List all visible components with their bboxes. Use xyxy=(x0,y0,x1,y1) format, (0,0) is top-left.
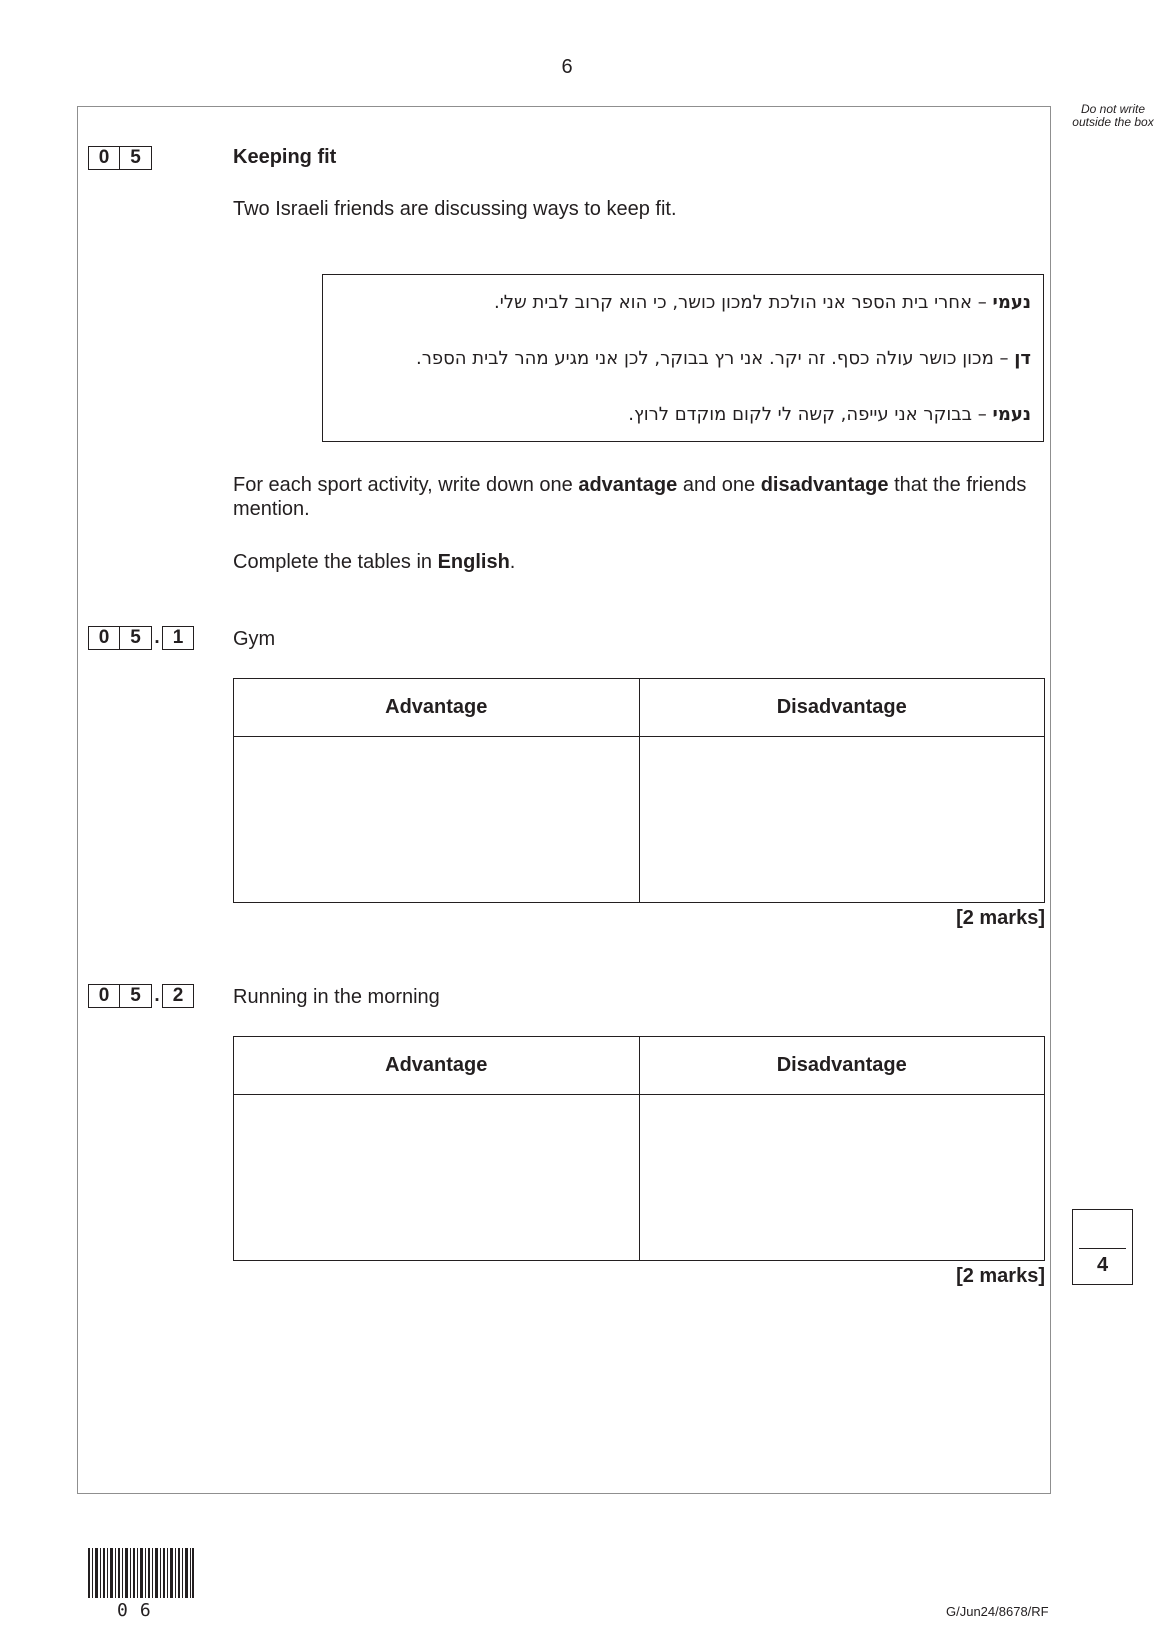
question-digit: 5 xyxy=(120,984,152,1008)
question-digit: 5 xyxy=(120,146,152,170)
subquestion-label: Gym xyxy=(233,628,276,650)
column-header-advantage: Advantage xyxy=(234,679,640,737)
instruction-text: For each sport activity, write down one advantage and one disadvantage that the friends mention. xyxy=(233,474,1027,520)
dialogue-text: – בבוקר אני עייפה, קשה לי לקום מוקדם לרוץ. xyxy=(628,404,993,425)
number-separator: . xyxy=(154,985,160,1006)
number-separator: . xyxy=(154,627,160,648)
page-number: 6 xyxy=(561,56,573,78)
barcode-icon xyxy=(88,1548,194,1598)
question-digit: 5 xyxy=(120,626,152,650)
reference-code: G/Jun24/8678/RF xyxy=(946,1604,1049,1619)
speaker-name: נעמי xyxy=(992,292,1031,313)
answer-table-gym xyxy=(233,678,1045,903)
marks-label: [2 marks] xyxy=(956,907,1045,929)
speaker-name: נעמי xyxy=(992,404,1031,425)
question-digit: 0 xyxy=(88,984,120,1008)
dialogue-line xyxy=(339,347,1031,403)
question-digit: 0 xyxy=(88,146,120,170)
dialogue-text: – אחרי בית הספר אני הולכת למכון כושר, כי הוא קרוב לבית שלי. xyxy=(494,292,993,313)
margin-note: Do not write outside the box xyxy=(1072,102,1154,129)
dialogue-line xyxy=(339,403,1031,459)
advantage-answer-cell[interactable] xyxy=(234,737,640,903)
subquestion-number xyxy=(88,984,194,1008)
column-header-disadvantage: Disadvantage xyxy=(639,1037,1045,1095)
question-title: Keeping fit xyxy=(233,146,337,168)
score-line xyxy=(1079,1248,1126,1249)
answer-table-running xyxy=(233,1036,1045,1261)
column-header-advantage: Advantage xyxy=(234,1037,640,1095)
question-number xyxy=(88,146,152,170)
score-box xyxy=(1072,1209,1133,1285)
language-instruction: Complete the tables in English. xyxy=(233,551,516,573)
score-total: 4 xyxy=(1096,1254,1109,1276)
dialogue-box xyxy=(322,274,1044,442)
subquestion-label: Running in the morning xyxy=(233,986,440,1008)
question-intro: Two Israeli friends are discussing ways to keep fit. xyxy=(233,198,677,220)
advantage-answer-cell[interactable] xyxy=(234,1095,640,1261)
speaker-name: דן xyxy=(1014,348,1031,369)
dialogue-line xyxy=(339,291,1031,347)
disadvantage-answer-cell[interactable] xyxy=(639,737,1045,903)
question-digit: 2 xyxy=(162,984,194,1008)
question-digit: 1 xyxy=(162,626,194,650)
disadvantage-answer-cell[interactable] xyxy=(639,1095,1045,1261)
marks-label: [2 marks] xyxy=(956,1265,1045,1287)
question-digit: 0 xyxy=(88,626,120,650)
subquestion-number xyxy=(88,626,194,650)
dialogue-text: – מכון כושר עולה כסף. זה יקר. אני רץ בבוקר, לכן אני מגיע מהר לבית הספר. xyxy=(415,348,1015,369)
column-header-disadvantage: Disadvantage xyxy=(639,679,1045,737)
barcode-number: 06 xyxy=(117,1600,163,1621)
